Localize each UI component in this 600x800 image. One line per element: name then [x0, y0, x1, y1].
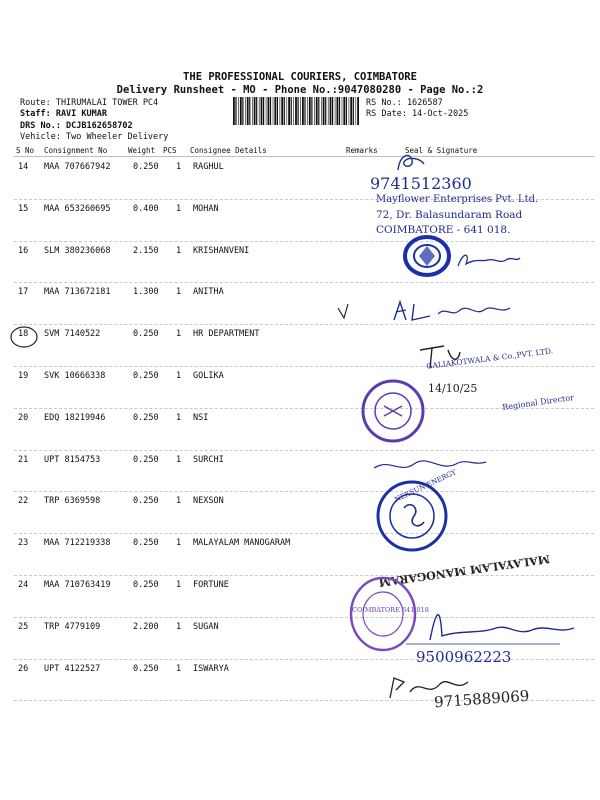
cell-consignment: MAA 653260695 — [44, 203, 111, 214]
round-seal — [402, 234, 452, 278]
handwritten-phone: 9741512360 — [370, 174, 472, 193]
cell-pcs: 1 — [176, 287, 182, 298]
barcode-bar — [259, 97, 260, 125]
barcode-bar — [270, 97, 271, 125]
barcode-bar — [266, 97, 267, 125]
cell-pcs: 1 — [176, 245, 182, 256]
cell-consignment: EDQ 18219946 — [44, 412, 106, 423]
barcode-bar — [314, 97, 315, 125]
barcode-bar — [274, 97, 276, 125]
cell-pcs: 1 — [176, 663, 182, 674]
barcode-bar — [323, 97, 325, 125]
cell-sno: 22 — [18, 496, 29, 507]
rs-date: RS Date: 14-Oct-2025 — [366, 109, 469, 119]
cell-sno: 20 — [18, 412, 29, 423]
cell-sno: 23 — [18, 538, 29, 549]
cell-weight: 0.250 — [133, 538, 159, 549]
cell-weight: 0.250 — [133, 162, 159, 172]
cell-weight: 2.200 — [133, 621, 159, 632]
barcode-bar — [281, 97, 283, 125]
barcode-bar — [240, 97, 242, 125]
barcode-bar — [337, 97, 339, 125]
signature-scribble — [334, 296, 534, 326]
cell-consignee: SUGAN — [193, 621, 219, 632]
cell-weight: 0.250 — [133, 329, 159, 340]
signature-scribble — [454, 248, 524, 272]
route-label: Route: THIRUMALAI TOWER PC4 — [20, 98, 159, 108]
col-weight: Weight — [128, 146, 156, 155]
cell-sno: 14 — [18, 162, 29, 172]
circled-row-mark — [8, 324, 40, 350]
stamp-regional-director: Regional Director — [501, 393, 575, 412]
cell-sno: 21 — [18, 454, 29, 465]
cell-pcs: 1 — [176, 538, 182, 549]
barcode-bar — [304, 97, 305, 125]
cell-consignee: ANITHA — [193, 287, 224, 298]
vehicle-label: Vehicle: Two Wheeler Delivery — [20, 132, 169, 142]
barcode-bar — [357, 97, 359, 125]
cell-consignment: UPT 4122527 — [44, 663, 101, 674]
cell-consignee: NEXSON — [193, 496, 224, 507]
cell-pcs: 1 — [176, 496, 182, 507]
purple-circular-stamp — [358, 376, 428, 446]
barcode-bar — [277, 97, 278, 125]
cell-sno: 25 — [18, 621, 29, 632]
barcode-bar — [309, 97, 311, 125]
stamp-nexsun: NEXSUN ENERGY — [393, 468, 458, 504]
cell-consignment: MAA 707667942 — [44, 162, 111, 172]
cell-consignee: MOHAN — [193, 203, 219, 214]
barcode-bar — [247, 97, 249, 125]
barcode-bar — [298, 97, 299, 125]
barcode-bar — [343, 97, 345, 125]
signature-scribble — [390, 150, 430, 174]
stamp-upside-down-text: MALAYALAM MANOGARAM — [377, 552, 551, 589]
cell-consignee: NSI — [193, 412, 209, 423]
cell-pcs: 1 — [176, 162, 182, 172]
barcode-bar — [300, 97, 301, 125]
barcode-bar — [318, 97, 319, 125]
barcode-bar — [353, 97, 354, 125]
barcode-bar — [238, 97, 239, 125]
cell-pcs: 1 — [176, 621, 182, 632]
cell-sno: 24 — [18, 580, 29, 590]
barcode-bar — [254, 97, 256, 125]
cell-weight: 0.400 — [133, 203, 159, 214]
barcode-bar — [245, 97, 246, 125]
barcode — [233, 97, 361, 125]
cell-consignment: TRP 4779109 — [44, 621, 101, 632]
barcode-bar — [321, 97, 322, 125]
company-title: THE PROFESSIONAL COURIERS, COIMBATORE — [183, 71, 417, 83]
barcode-bar — [242, 97, 243, 125]
cell-consignee: GOLIKA — [193, 371, 224, 381]
cell-consignee: SURCHI — [193, 454, 224, 465]
barcode-bar — [356, 97, 357, 125]
signature-scribble — [400, 600, 580, 650]
col-seal-signature: Seal & Signature — [405, 146, 478, 155]
cell-consignee: FORTUNE — [193, 580, 229, 590]
barcode-bar — [233, 97, 235, 125]
barcode-bar — [235, 97, 236, 125]
barcode-bar — [328, 97, 329, 125]
handwritten-phone: 9715889069 — [433, 686, 530, 712]
barcode-bar — [280, 97, 281, 125]
barcode-bar — [335, 97, 336, 125]
barcode-bar — [311, 97, 312, 125]
barcode-bar — [307, 97, 308, 125]
cell-sno: 19 — [18, 371, 29, 381]
barcode-bar — [342, 97, 343, 125]
cell-weight: 0.250 — [133, 412, 159, 423]
cell-weight: 0.250 — [133, 371, 159, 381]
barcode-bar — [252, 97, 253, 125]
cell-sno: 17 — [18, 287, 29, 298]
cell-consignee: ISWARYA — [193, 663, 229, 674]
cell-consignment: SVM 7140522 — [44, 329, 101, 340]
stamp-mayflower-address: 72, Dr. Balasundaram Road — [376, 209, 523, 221]
cell-consignment: UPT 8154753 — [44, 454, 101, 465]
cell-consignee: KRISHANVENI — [193, 245, 250, 256]
drs-number: DRS No.: DCJB162658702 — [20, 121, 133, 131]
barcode-bar — [268, 97, 270, 125]
barcode-bar — [332, 97, 333, 125]
barcode-bar — [249, 97, 250, 125]
col-consignment: Consignment No — [44, 146, 108, 155]
barcode-bar — [346, 97, 347, 125]
handwritten-date: 14/10/25 — [428, 382, 478, 395]
cell-weight: 0.250 — [133, 496, 159, 507]
cell-pcs: 1 — [176, 203, 182, 214]
cell-sno: 18 — [18, 329, 29, 340]
cell-weight: 0.250 — [133, 580, 159, 590]
cell-pcs: 1 — [176, 329, 182, 340]
cell-pcs: 1 — [176, 371, 182, 381]
cell-weight: 2.150 — [133, 245, 159, 256]
col-sno: S No — [16, 146, 35, 155]
runsheet-subtitle: Delivery Runsheet - MO - Phone No.:9047080280 - Page No.:2 — [116, 84, 484, 96]
cell-consignment: TRP 6369598 — [44, 496, 101, 507]
barcode-bar — [256, 97, 257, 125]
cell-pcs: 1 — [176, 412, 182, 423]
stamp-coimbatore: COIMBATORE 641 018 — [352, 606, 429, 614]
cell-consignment: MAA 710763419 — [44, 580, 111, 590]
barcode-bar — [325, 97, 326, 125]
barcode-bar — [316, 97, 318, 125]
cell-consignee: RAGHUL — [193, 162, 224, 172]
rs-number: RS No.: 1626587 — [366, 98, 443, 108]
barcode-bar — [284, 97, 285, 125]
cell-consignment: MAA 712219338 — [44, 538, 111, 549]
cell-sno: 26 — [18, 663, 29, 674]
col-remarks: Remarks — [346, 146, 378, 155]
cell-sno: 15 — [18, 203, 29, 214]
seal-signature-area — [330, 150, 600, 720]
cell-consignment: MAA 713672181 — [44, 287, 111, 298]
barcode-bar — [287, 97, 288, 125]
barcode-bar — [350, 97, 352, 125]
barcode-bar — [295, 97, 297, 125]
cell-pcs: 1 — [176, 454, 182, 465]
signature-scribble — [370, 450, 490, 480]
cell-weight: 0.250 — [133, 454, 159, 465]
col-pcs: PCS — [163, 146, 177, 155]
barcode-bar — [288, 97, 290, 125]
cell-consignee: MALAYALAM MANOGARAM — [193, 538, 291, 549]
staff-label: Staff: RAVI KUMAR — [20, 109, 107, 119]
stamp-mayflower-city: COIMBATORE - 641 018. — [376, 224, 511, 236]
barcode-bar — [293, 97, 294, 125]
cell-weight: 1.300 — [133, 287, 159, 298]
cell-sno: 16 — [18, 245, 29, 256]
handwritten-phone: 9500962223 — [416, 648, 512, 666]
stamp-galiakotwala: GALIAKOTWALA & Co.,PVT. LTD. — [425, 346, 554, 371]
barcode-bar — [261, 97, 263, 125]
barcode-bar — [291, 97, 292, 125]
col-consignee: Consignee Details — [190, 146, 267, 155]
cell-weight: 0.250 — [133, 663, 159, 674]
cell-consignee: HR DEPARTMENT — [193, 329, 260, 340]
barcode-bar — [339, 97, 340, 125]
cell-consignment: SVK 10666338 — [44, 371, 106, 381]
barcode-bar — [302, 97, 304, 125]
barcode-bar — [349, 97, 350, 125]
barcode-bar — [263, 97, 264, 125]
barcode-bar — [273, 97, 274, 125]
cell-consignment: SLM 380236068 — [44, 245, 111, 256]
barcode-bar — [330, 97, 332, 125]
stamp-mayflower-name: Mayflower Enterprises Pvt. Ltd. — [376, 194, 539, 205]
cell-pcs: 1 — [176, 580, 182, 590]
